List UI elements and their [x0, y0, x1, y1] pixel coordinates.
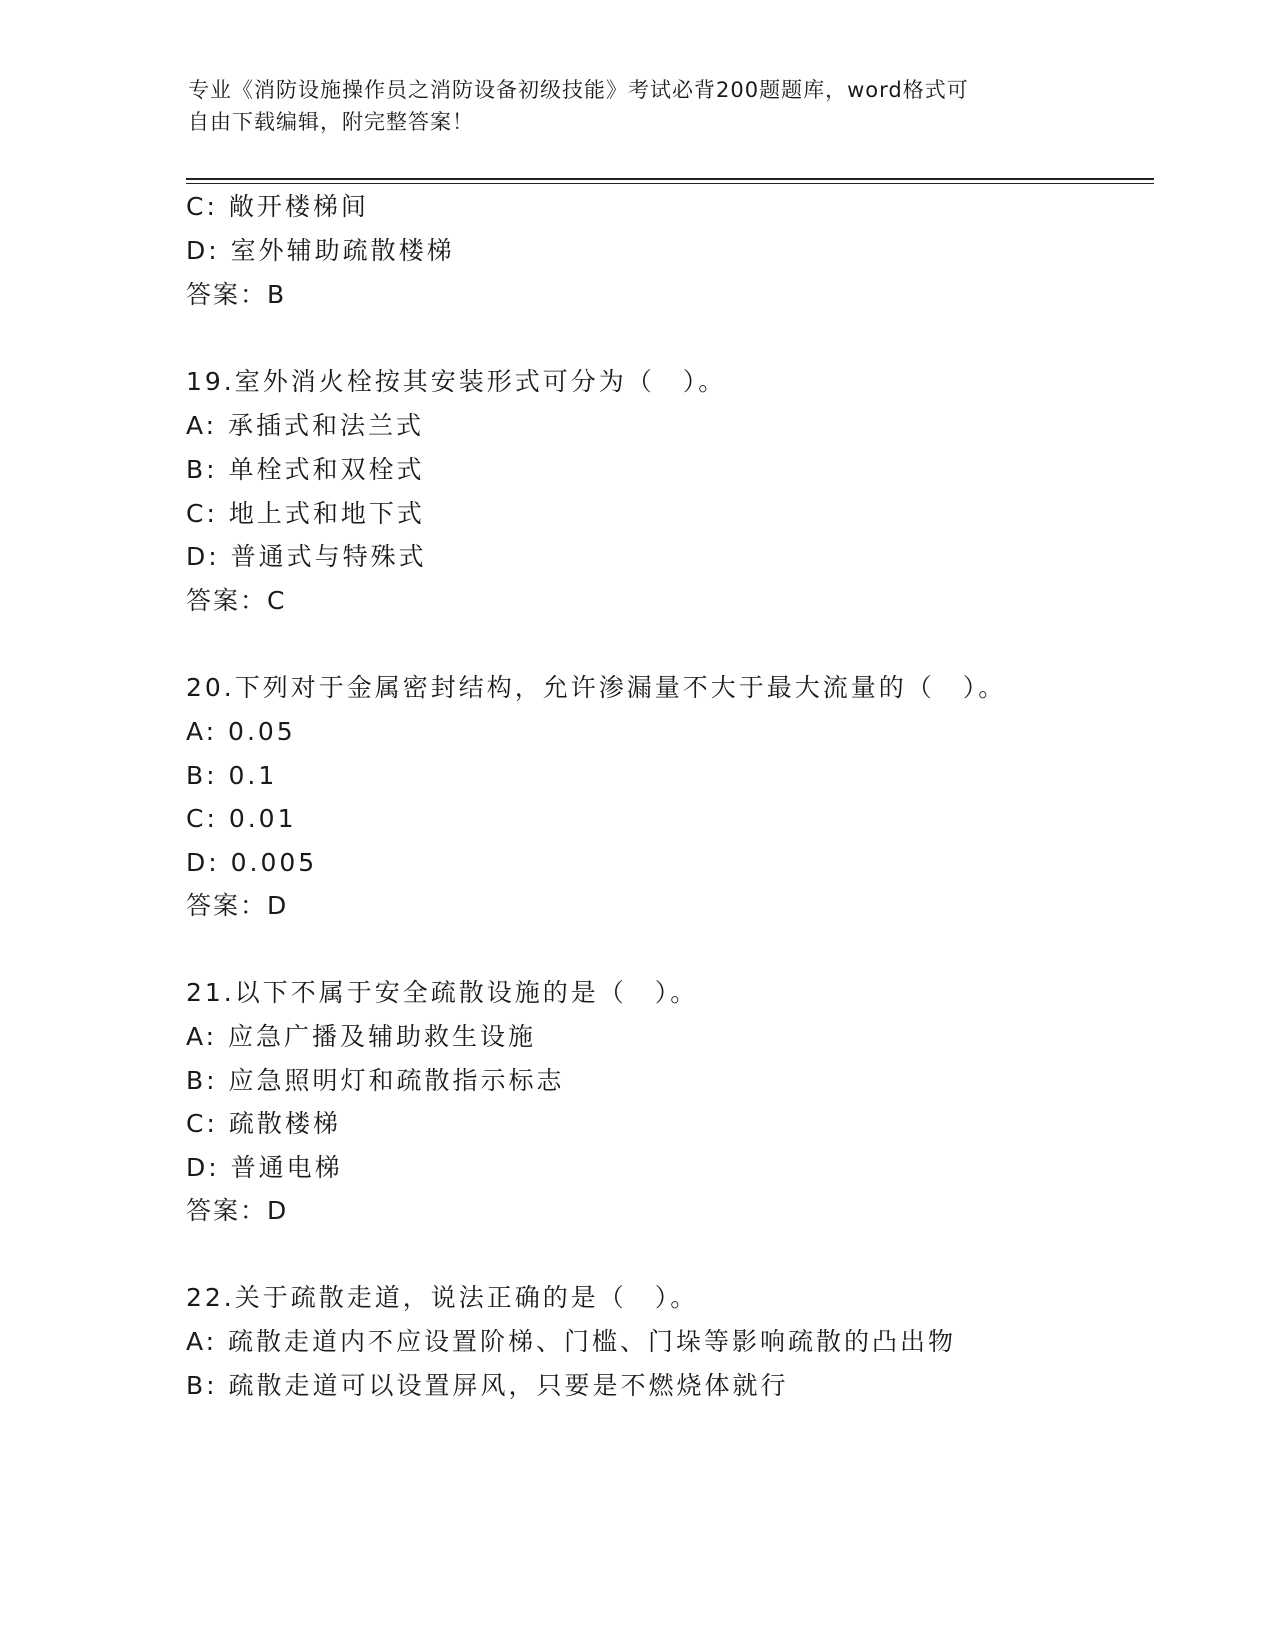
- question-stem: 19.室外消火栓按其安装形式可分为（ ）。: [186, 367, 727, 396]
- question-stem: 20.下列对于金属密封结构，允许渗漏量不大于最大流量的（ ）。: [186, 673, 1007, 702]
- question-stem: 22.关于疏散走道，说法正确的是（ ）。: [186, 1283, 699, 1312]
- header-divider-thick: [186, 178, 1154, 180]
- option-b: B: 疏散走道可以设置屏风，只要是不燃烧体就行: [186, 1371, 789, 1400]
- header-line-1: 专业《消防设施操作员之消防设备初级技能》考试必背200题题库，word格式可: [188, 78, 969, 102]
- option-a: A: 疏散走道内不应设置阶梯、门槛、门垛等影响疏散的凸出物: [186, 1327, 957, 1356]
- header-divider-thin: [186, 183, 1154, 184]
- option-d: D: 普通式与特殊式: [186, 542, 427, 571]
- option-d: D: 普通电梯: [186, 1153, 343, 1182]
- answer: 答案：D: [186, 1196, 289, 1225]
- option-d: D: 0.005: [186, 848, 318, 877]
- option-c: C: 地上式和地下式: [186, 499, 425, 528]
- header-line-2: 自由下载编辑，附完整答案！: [188, 110, 474, 134]
- option-d: D: 室外辅助疏散楼梯: [186, 236, 455, 265]
- answer: 答案：B: [186, 280, 287, 309]
- option-b: B: 0.1: [186, 761, 278, 790]
- option-c: C: 敞开楼梯间: [186, 192, 369, 221]
- answer: 答案：D: [186, 891, 289, 920]
- option-b: B: 单栓式和双栓式: [186, 455, 425, 484]
- option-c: C: 0.01: [186, 804, 297, 833]
- question-stem: 21.以下不属于安全疏散设施的是（ ）。: [186, 978, 699, 1007]
- option-a: A: 0.05: [186, 717, 296, 746]
- document-header: [188, 74, 1068, 138]
- option-c: C: 疏散楼梯: [186, 1109, 341, 1138]
- answer: 答案：C: [186, 586, 287, 615]
- option-a: A: 应急广播及辅助救生设施: [186, 1022, 537, 1051]
- option-b: B: 应急照明灯和疏散指示标志: [186, 1066, 565, 1095]
- option-a: A: 承插式和法兰式: [186, 411, 425, 440]
